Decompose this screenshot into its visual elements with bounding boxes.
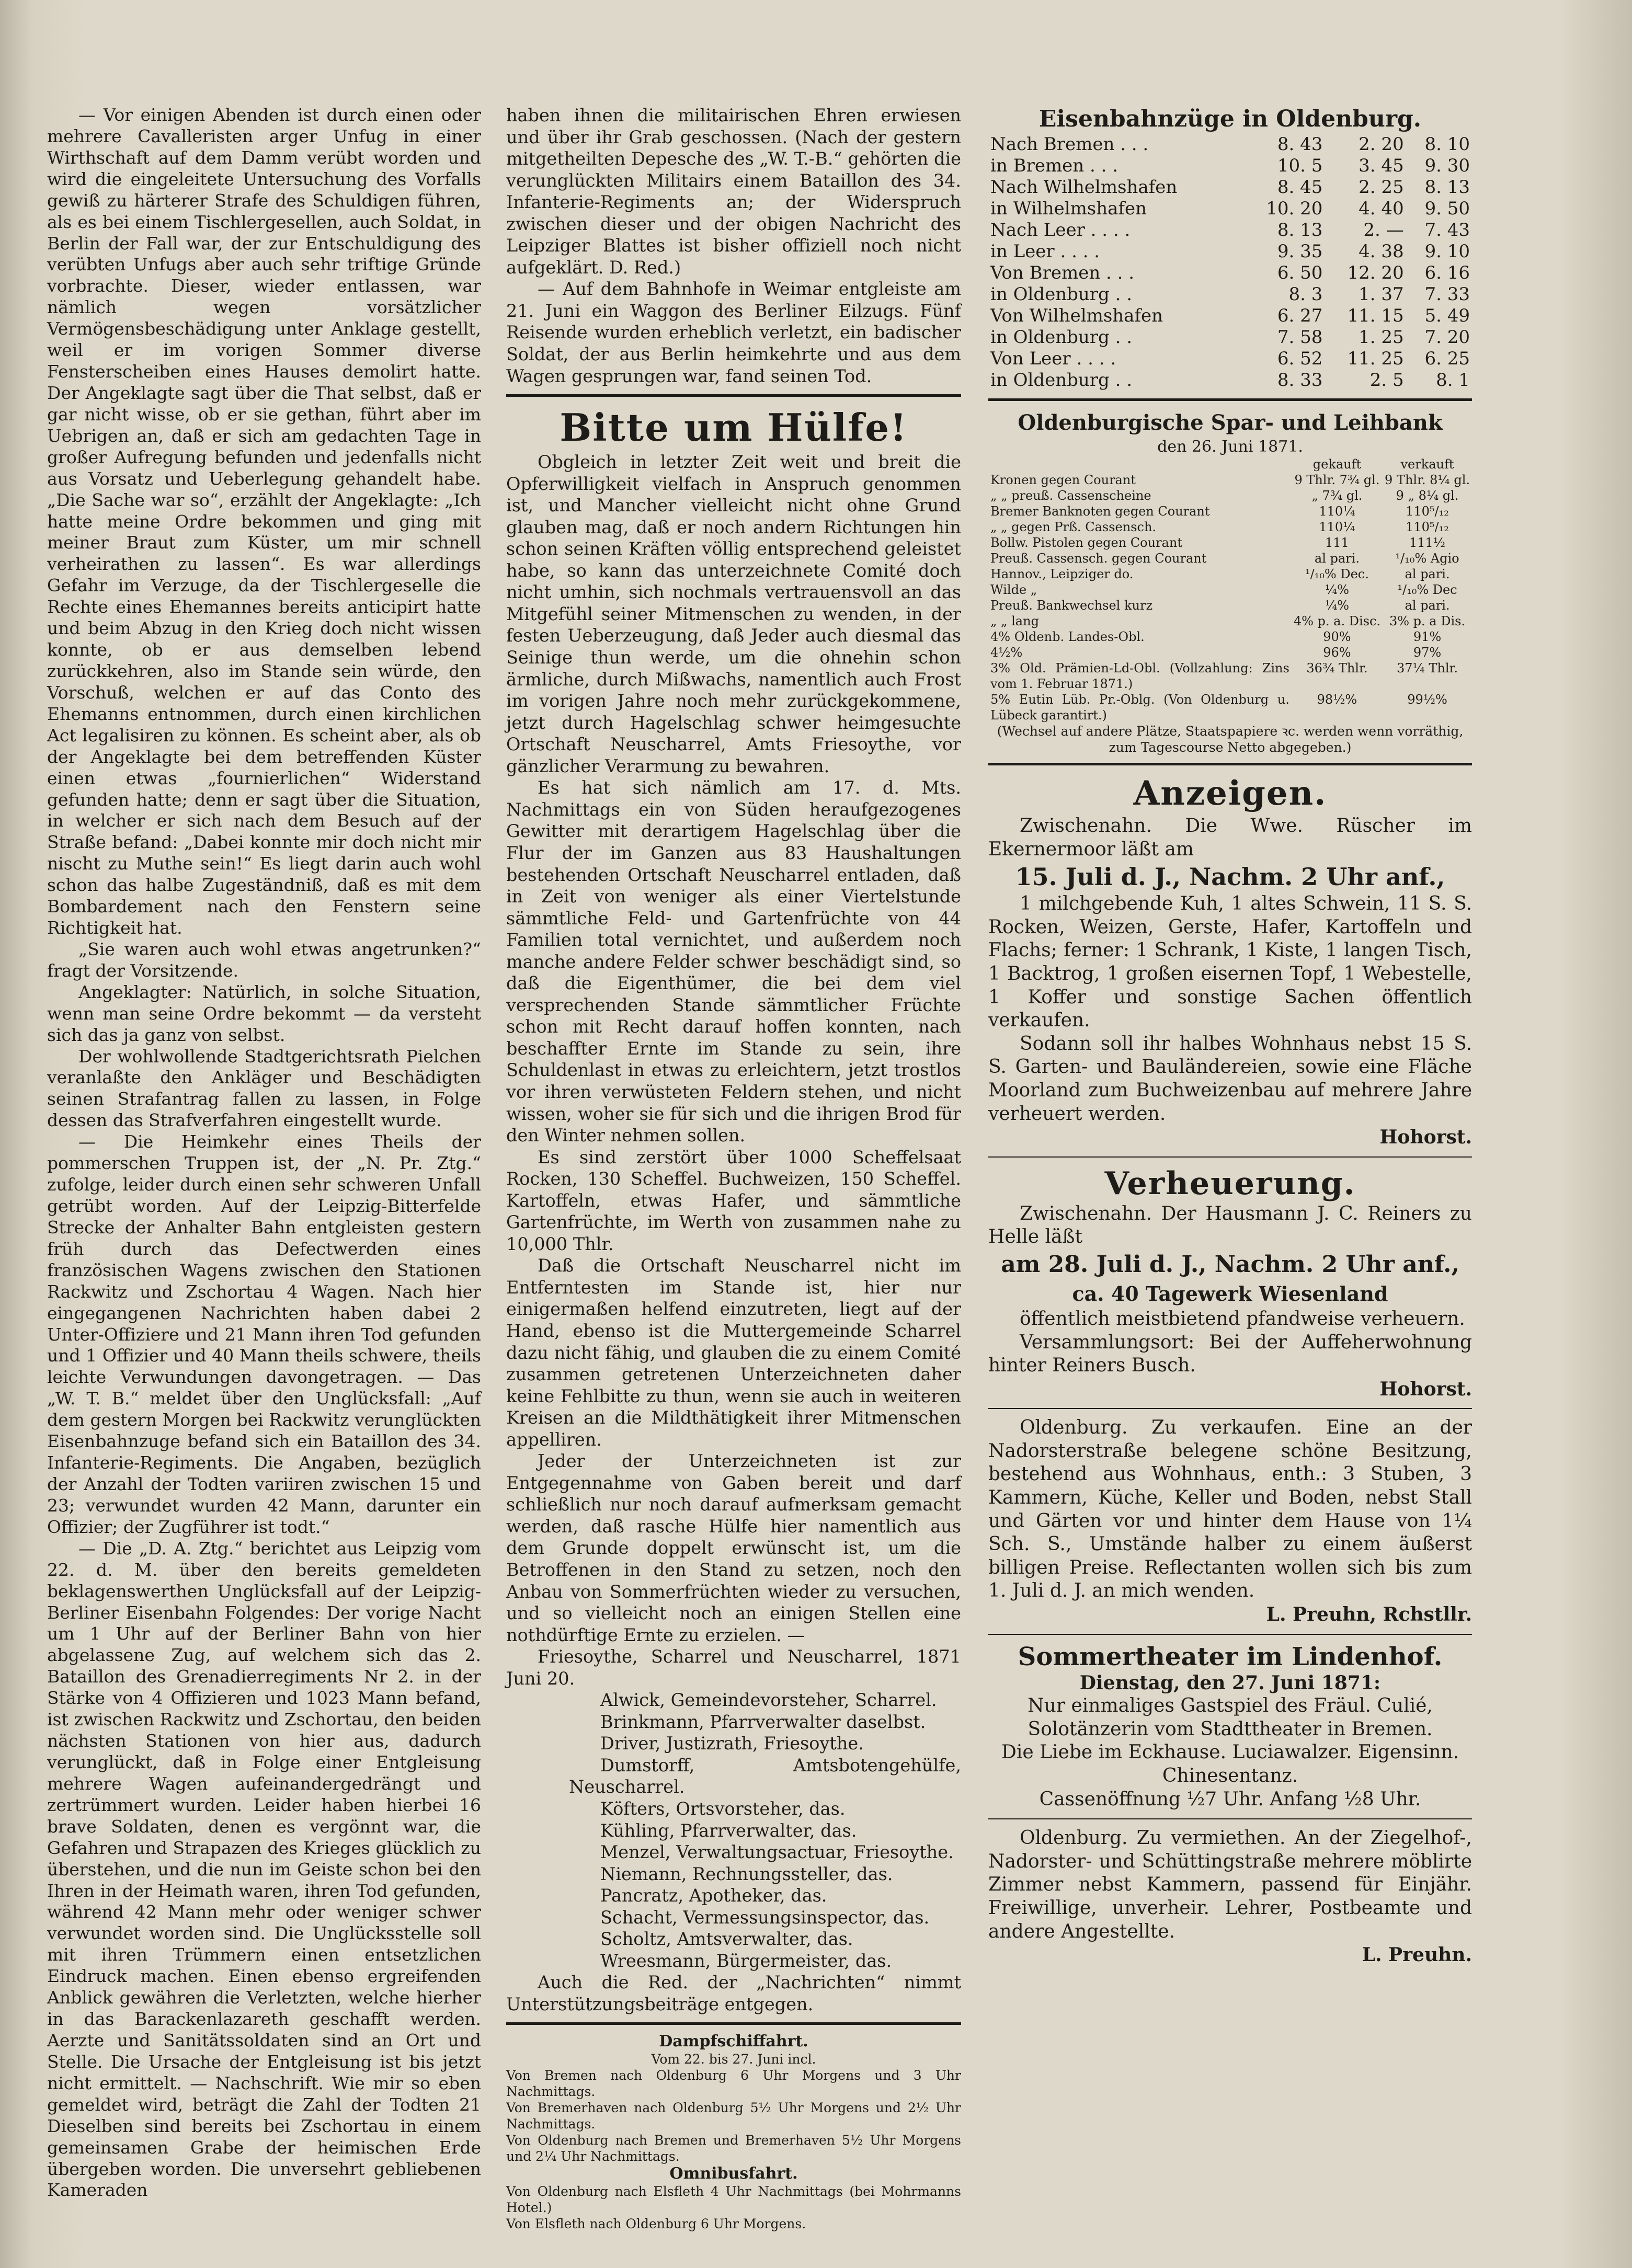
ad-text: Oldenburg. Zu vermiethen. An der Ziegelhof-, Nadorster- und Schüttingstraße mehrere möblirte Zimmer nebst Kammern, passend für Einjähr. Freiwillige, unverheir. Lehrer, Postbeamte und andere Angestellte. [988, 1827, 1472, 1942]
bank-row [988, 598, 1472, 613]
ad-title: Verheuerung. [1104, 1165, 1356, 1202]
steamship-line: Von Bremerhaven nach Oldenburg 5½ Uhr Morgens und 2½ Uhr Nachmittags. [506, 2100, 961, 2132]
railway-time: 10. 20 [1266, 198, 1323, 219]
article-dialogue: Angeklagter: Natürlich, in solche Situation, wenn man seine Ordre bekommt — da versteht sich das ja ganz von selbst. [47, 981, 481, 1045]
bank-row [988, 519, 1472, 535]
railway-row [988, 177, 1472, 198]
ad-signature: L. Preuhn. [1362, 1944, 1472, 1966]
bank-rate: al pari. [1405, 598, 1450, 613]
bank-item: 4½% [990, 645, 1023, 660]
railway-time: 6. 27 [1277, 305, 1323, 326]
ad-signature: L. Preuhn, Rchstllr. [1266, 1603, 1472, 1626]
ad-signature: Hohorst. [1379, 1378, 1472, 1400]
column-2 [506, 105, 961, 2232]
railway-row [988, 134, 1472, 155]
railway-station: Nach Bremen . . . [990, 134, 1149, 155]
ad-date: Dienstag, den 27. Juni 1871: [1079, 1671, 1381, 1694]
article-unfug: — Vor einigen Abenden ist durch einen oder mehrere Cavalleristen arger Unfug in einer Wirthschaft auf dem Damm verübt worden und wird die eingeleitete Untersuchung des Vorfalls gewiß zu härterer Strafe des Schuldigen führen, als es bei einem Tischlergesellen, auch Soldat, in Berlin der Fall war, der zur Entschuldigung des verübten Unfugs aber auch sehr triftige Gründe vorbrachte. Dieser, wieder entlassen, war nämlich wegen vorsätzlicher Vermögensbeschädigung unter Anklage gestellt, weil er im vorigen Sommer diverse Fensterscheiben eines Hauses demolirt hatte. Der Angeklagte sagt über die That selbst, daß er gar nicht wisse, ob er sie gethan, führt aber im Uebrigen an, daß er sich am gedachten Tage in großer Aufregung befunden und jedenfalls nicht aus Vorsatz und Ueberlegung gehandelt habe. „Die Sache war so“, erzählt der Angeklagte: „Ich hatte meine Ordre bekommen und ging mit meiner Braut zum Küster, um mir schnell verheirathen zu lassen“. Es war allerdings Gefahr im Verzuge, da der Tischlergeselle die Rechte eines Ehemannes bereits anticipirt hatte und beim Abzug in den Krieg doch nicht wissen konnte, ob er aus demselben lebend zurückkehren, also im Stande sein würde, den Vorschuß, welchen er auf das Conto des Ehemanns entnommen, durch einen kirchlichen Act legalisiren zu können. Es scheint aber, als ob der Angeklagte bei dem betreffenden Küster einen etwas „fournierlichen“ Widerstand gefunden hatte; denn er sagt über die Situation, in welcher er sich nach dem Besuch auf der Straße befand: „Dabei konnte mir doch nicht mir nischt zu Muthe sein!“ Es liegt darin auch wohl schon das halbe Zugeständniß, daß es mit dem Bombardement nach den Fenstern seine Richtigkeit hat. [47, 105, 481, 938]
bank-rate: 110⁵/₁₂ [1406, 504, 1449, 519]
bank-row [988, 488, 1472, 503]
railway-time: 9. 10 [1424, 241, 1470, 262]
bank-rate: ¹/₁₀% Agio [1395, 551, 1459, 566]
railway-station: in Leer . . . . [990, 241, 1100, 262]
bank-row [988, 645, 1472, 660]
bank-item: „ „ preuß. Cassenscheine [990, 488, 1151, 503]
bank-rate: 111½ [1409, 535, 1446, 550]
steamship-dates: Vom 22. bis 27. Juni incl. [651, 2052, 816, 2067]
signer: Kühling, Pfarrverwalter, das. [600, 1820, 857, 1841]
ad-text: 1 milchgebende Kuh, 1 altes Schwein, 11 S. S. Rocken, Weizen, Gerste, Hafer, Kartoffeln und Flachs; ferner: 1 Schrank, 1 Kiste, 1 langen Tisch, 1 Backtrog, 1 großen eisernen Topf, 1 Webestelle, 1 Koffer und sonstige Sachen öffentlich verkaufen. [988, 893, 1472, 1032]
railway-station: Nach Wilhelmshafen [990, 177, 1178, 198]
bank-item: „ „ lang [990, 614, 1039, 628]
bank-row [988, 613, 1472, 629]
railway-time: 8. 45 [1277, 177, 1323, 198]
bank-rate: 4% p. a. Disc. [1293, 614, 1381, 628]
railway-time: 7. 20 [1424, 327, 1470, 348]
bank-table [988, 456, 1472, 723]
railway-row [988, 327, 1472, 348]
divider [988, 1408, 1472, 1409]
bank-rate: 110¼ [1319, 504, 1355, 519]
railway-row [988, 241, 1472, 262]
railway-time: 9. 30 [1424, 155, 1470, 176]
railway-station: Von Wilhelmshafen [990, 305, 1163, 326]
bank-item: Bremer Banknoten gegen Courant [990, 504, 1210, 519]
ad-text: Versammlungsort: Bei der Auffeherwohnung hinter Reiners Busch. [988, 1331, 1472, 1377]
railway-title: Eisenbahnzüge in Oldenburg. [1038, 106, 1422, 132]
appeal-text: Obgleich in letzter Zeit weit und breit die Opferwilligkeit vielfach in Anspruch genommen ist, und Mancher vielleicht nicht ohne Grund glauben mag, daß er noch andern Richtungen hin schon seinen Kräften völlig entsprechend geleistet habe, so kann das unterzeichnete Comité doch nicht umhin, sich nochmals vertrauensvoll an das Mitgefühl seiner Mitmenschen zu wenden, in der festen Ueberzeugung, daß Jeder auch diesmal das Seinige thun werde, um die ohnehin schon ärmliche, durch Mißwachs, namentlich auch Frost im vorigen Jahre noch mehr zurückgekommene, jetzt durch Hagelschlag schwer heimgesuchte Ortschaft Neuscharrel, Amts Friesoythe, vor gänzlicher Verarmung zu bewahren. [506, 452, 961, 776]
appeal-date: Friesoythe, Scharrel und Neuscharrel, 1871 Juni 20. [506, 1646, 961, 1689]
bank-row [988, 692, 1472, 723]
bank-rate: 98½% [1317, 692, 1357, 707]
divider [988, 1634, 1472, 1635]
bank-note: (Wechsel auf andere Plätze, Staatspapiere ꝛc. werden wenn vorräthig, zum Tagescourse Netto abgegeben.) [997, 724, 1464, 755]
appeal-note: Auch die Red. der „Nachrichten“ nimmt Unterstützungsbeiträge entgegen. [506, 1972, 961, 2014]
divider [988, 1156, 1472, 1158]
bank-item: Wilde „ [990, 582, 1037, 597]
railway-time: 7. 33 [1424, 284, 1470, 305]
bank-rate: ¹/₁₀% Dec. [1305, 567, 1369, 581]
signer-list [506, 1689, 961, 1972]
railway-time: 3. 45 [1359, 155, 1404, 176]
omnibus-line: Von Oldenburg nach Elsfleth 4 Uhr Nachmittags (bei Mohrmanns Hotel.) [506, 2184, 961, 2216]
railway-time: 8. 1 [1436, 370, 1470, 391]
railway-time: 8. 43 [1277, 134, 1323, 155]
railway-row [988, 198, 1472, 220]
divider [988, 398, 1472, 401]
railway-station: Von Bremen . . . [990, 262, 1135, 283]
bank-rate: 9 Thlr. 8¼ gl. [1385, 473, 1470, 487]
bank-rate: 110⁵/₁₂ [1406, 520, 1449, 534]
article-weimar: — Auf dem Bahnhofe in Weimar entgleiste am 21. Juni ein Waggon des Berliner Eilzugs. Fünf Reisende wurden erheblich verletzt, ein badischer Soldat, der aus Berlin heimkehrte und aus dem Wagen gesprungen war, fand seinen Tod. [506, 279, 961, 386]
bank-rate: 111 [1325, 535, 1349, 550]
bank-rate: „ 7¾ gl. [1311, 488, 1363, 503]
railway-time: 6. 50 [1277, 262, 1323, 283]
bank-rate: 9 „ 8¼ gl. [1396, 488, 1459, 503]
divider [988, 763, 1472, 765]
article-dialogue: „Sie waren auch wohl etwas angetrunken?“ fragt der Vorsitzende. [47, 938, 481, 981]
railway-time: 6. 16 [1424, 262, 1470, 283]
signer: Köfters, Ortsvorsteher, das. [600, 1799, 846, 1819]
railway-time: 2. 25 [1359, 177, 1404, 198]
bank-row [988, 566, 1472, 582]
bank-rate: ¼% [1325, 582, 1349, 597]
bank-row [988, 551, 1472, 566]
ad-item: ca. 40 Tagewerk Wiesenland [1072, 1281, 1388, 1305]
column-3 [988, 105, 1472, 1967]
ad-date: am 28. Juli d. J., Nachm. 2 Uhr anf., [1001, 1251, 1459, 1278]
appeal-text: Jeder der Unterzeichneten ist zur Entgegennahme von Gaben bereit und darf schließlich nur noch darauf aufmerksam gemacht werden, daß rasche Hülfe hier namentlich aus dem Grunde doppelt erwünscht ist, um die Betroffenen in den Stand zu setzen, noch den Anbau von Sommerfrüchten wieder zu versuchen, und so vielleicht noch an einigen Stellen eine nothdürftige Ernte zu erzielen. — [506, 1451, 961, 1645]
bank-row [988, 629, 1472, 645]
bank-rate: 110¼ [1319, 520, 1355, 534]
bank-row [988, 503, 1472, 519]
bank-rate: al pari. [1405, 567, 1450, 581]
railway-time: 7. 58 [1277, 327, 1323, 348]
railway-time: 11. 25 [1347, 348, 1404, 369]
bank-item: 4% Oldenb. Landes-Obl. [990, 629, 1145, 644]
ad-title: Sommertheater im Lindenhof. [1018, 1642, 1443, 1671]
railway-row [988, 220, 1472, 241]
appeal-text: Es sind zerstört über 1000 Scheffelsaat Rocken, 130 Scheffel. Buchweizen, 150 Scheffel. Kartoffeln, etwas Hafer, und sämmtliche Gartenfrüchte, im Werth von zusammen nahe zu 10,000 Thlr. [506, 1147, 961, 1254]
bank-rate: 91% [1413, 629, 1442, 644]
bank-title: Oldenburgische Spar- und Leihbank [1018, 410, 1443, 435]
railway-table [988, 134, 1472, 391]
railway-station: Nach Leer . . . . [990, 220, 1131, 240]
signer: Niemann, Rechnungssteller, das. [600, 1863, 893, 1884]
railway-station: in Oldenburg . . [990, 284, 1133, 305]
railway-time: 11. 15 [1347, 305, 1404, 326]
ads-title: Anzeigen. [1133, 774, 1327, 813]
railway-time: 1. 37 [1359, 284, 1404, 305]
signer: Driver, Justizrath, Friesoythe. [600, 1733, 864, 1754]
steamship-title: Dampfschiffahrt. [659, 2032, 808, 2051]
railway-station: Von Leer . . . . [990, 348, 1116, 369]
railway-station: in Oldenburg . . [990, 370, 1133, 391]
bank-item: 5% Eutin Lüb. Pr.-Oblg. (Von Oldenburg u. Lübeck garantirt.) [990, 692, 1289, 723]
bank-row [988, 472, 1472, 488]
appeal-title: Bitte um Hülfe! [560, 405, 908, 450]
bank-item: Kronen gegen Courant [990, 473, 1136, 487]
railway-row [988, 262, 1472, 284]
article-verdict: Der wohlwollende Stadtgerichtsrath Pielchen veranlaßte den Ankläger und Beschädigten seinen Strafantrag fallen zu lassen, in Folge dessen das Strafverfahren eingestellt wurde. [47, 1046, 481, 1131]
article-leipzig: — Die „D. A. Ztg.“ berichtet aus Leipzig vom 22. d. M. über den bereits gemeldeten beklagenswerthen Unglücksfall auf der Leipzig-Berliner Eisenbahn Folgendes: Der vorige Nacht um 1 Uhr auf der Berliner Bahn von hier abgelassene Zug, auf welchem sich das 2. Bataillon des Grenadierregiments Nr 2. in der Stärke von 4 Offizieren und 1023 Mann befand, ist zwischen Rackwitz und Zschortau, den beiden nächsten Stationen von hier aus, dadurch verunglückt, daß in Folge einer Entgleisung mehrere Wagen aufeinandergedrängt und zertrümmert wurden. Leider haben hierbei 16 brave Soldaten, denen es vergönnt war, die Gefahren und Strapazen des Krieges glücklich zu überstehen, und die nun im Geiste schon bei den Ihren in der Heimath waren, ihren Tod gefunden, während 42 Mann mehr oder weniger schwer verwundet worden sind. Die Unglücksstelle soll mit ihren Trümmern einen entsetzlichen Eindruck machen. Einen ebenso ergreifenden Anblick gewähren die Verletzten, welche hierher in das Barackenlazareth geschafft werden. Aerzte und Sanitätssoldaten sind an Ort und Stelle. Die Ursache der Entgleisung ist bis jetzt nicht ermittelt. — Nachschrift. Wie mir so eben gemeldet wird, beträgt die Zahl der Todten 21 Dieselben sind bereits bei Zschortau in einem gemeinsamen Grabe der heimischen Erde übergeben worden. Die unversehrt gebliebenen Kameraden [47, 1538, 481, 2201]
bank-rate: 90% [1323, 629, 1351, 644]
railway-time: 9. 50 [1424, 198, 1470, 219]
bank-rate: 36¾ Thlr. [1306, 661, 1368, 675]
ad-text: Cassenöffnung ½7 Uhr. Anfang ½8 Uhr. [1039, 1788, 1421, 1810]
appeal-text: Daß die Ortschaft Neuscharrel nicht im Entferntesten im Stande ist, hier nur einigermaßen helfend einzutreten, liegt auf der Hand, ebenso ist die Muttergemeinde Scharrel dazu nicht fähig, und glauben die zu einem Comité zusammen getretenen Unterzeichneten daher keine Fehlbitte zu thun, wenn sie auch in weiteren Kreisen an die Mildthätigkeit ihrer Mitmenschen appelliren. [506, 1255, 961, 1450]
bank-rate: 9 Thlr. 7¾ gl. [1294, 473, 1380, 487]
railway-time: 8. 13 [1424, 177, 1470, 198]
bank-item: Preuß. Cassensch. gegen Courant [990, 551, 1207, 566]
signer: Dumstorff, Amtsbotengehülfe, Neuscharrel. [569, 1755, 961, 1797]
railway-time: 2. 20 [1359, 134, 1404, 155]
bank-rate: 99½% [1407, 692, 1447, 707]
railway-time: 4. 40 [1359, 198, 1404, 219]
railway-time: 6. 25 [1424, 348, 1470, 369]
omnibus-title: Omnibusfahrt. [669, 2164, 798, 2183]
railway-time: 8. 3 [1288, 284, 1323, 305]
signer: Schacht, Vermessungsinspector, das. [600, 1907, 930, 1928]
ad-text: Nur einmaliges Gastspiel des Fräul. Culié, Solotänzerin vom Stadttheater in Bremen. [1028, 1695, 1433, 1740]
ad-text: Sodann soll ihr halbes Wohnhaus nebst 15 S. S. Garten- und Bauländereien, sowie eine Fläche Moorland zum Buchweizenbau auf mehrere Jahre verheuert werden. [988, 1033, 1472, 1125]
bank-row [988, 660, 1472, 692]
article-heimkehr: — Die Heimkehr eines Theils der pommerschen Truppen ist, der „N. Pr. Ztg.“ zufolge, leider durch einen sehr schweren Unfall getrübt worden. Auf der Leipzig-Bitterfelde Strecke der Anhalter Bahn entgleisten gestern früh durch das Defectwerden eines französischen Wagens zwischen den Stationen Rackwitz und Zschortau 4 Wagen. Nach hier eingegangenen Nachrichten haben dabei 2 Unter-Offiziere und 21 Mann ihren Tod gefunden und 1 Offizier und 40 Mann theils schwere, theils leichte Verwundungen davongetragen. — Das „W. T. B.“ meldet über den Unglücksfall: „Auf dem gestern Morgen bei Rackwitz verunglückten Eisenbahnzuge befand sich ein Bataillon des 34. Infanterie-Regiments. Die Angaben, bezüglich der Anzahl der Todten variiren zwischen 15 und 23; verwundet wurden 42 Mann, darunter ein Offizier; der Zugführer ist todt.“ [47, 1131, 481, 1537]
signer: Scholtz, Amtsverwalter, das. [600, 1929, 853, 1950]
railway-time: 4. 38 [1359, 241, 1404, 262]
bank-head: gekauft [1313, 457, 1362, 472]
signer: Menzel, Verwaltungsactuar, Friesoythe. [600, 1842, 954, 1863]
ad-signature: Hohorst. [1379, 1126, 1472, 1149]
article-continued: haben ihnen die militairischen Ehren erwiesen und über ihr Grab geschossen. (Nach der gestern mitgetheilten Depesche des „W. T.-B.“ gehörten die verunglückten Militairs einem Bataillon des 34. Infanterie-Regiments an; der Widerspruch zwischen dieser und der obigen Nachricht des Leipziger Blattes ist bisher offiziell noch nicht aufgeklärt. D. Red.) [506, 105, 961, 278]
signer: Alwick, Gemeindevorsteher, Scharrel. [600, 1690, 937, 1711]
railway-time: 9. 35 [1277, 241, 1323, 262]
bank-rate: ¹/₁₀% Dec [1397, 582, 1457, 597]
bank-item: Bollw. Pistolen gegen Courant [990, 535, 1182, 550]
railway-time: 1. 25 [1359, 327, 1404, 348]
bank-rate: 37¼ Thlr. [1396, 661, 1458, 675]
signer: Brinkmann, Pfarrverwalter daselbst. [600, 1711, 926, 1732]
railway-time: 2. 5 [1369, 370, 1404, 391]
railway-station: in Wilhelmshafen [990, 198, 1147, 219]
ad-text: öffentlich meistbietend pfandweise verheuern. [1020, 1308, 1465, 1330]
railway-row [988, 370, 1472, 391]
railway-time: 2. — [1363, 220, 1404, 240]
railway-time: 5. 49 [1424, 305, 1470, 326]
railway-row [988, 348, 1472, 370]
divider [988, 1818, 1472, 1819]
railway-time: 12. 20 [1347, 262, 1404, 283]
railway-time: 8. 13 [1277, 220, 1323, 240]
bank-item: 3% Old. Prämien-Ld-Obl. (Vollzahlung: Zins vom 1. Februar 1871.) [990, 661, 1289, 691]
divider [506, 2022, 961, 2025]
divider [506, 394, 961, 397]
steamship-line: Von Oldenburg nach Bremen und Bremerhaven 5½ Uhr Morgens und 2¼ Uhr Nachmittags. [506, 2133, 961, 2164]
signer: Wreesmann, Bürgermeister, das. [600, 1950, 892, 1971]
bank-item: Preuß. Bankwechsel kurz [990, 598, 1153, 613]
ad-text: Die Liebe im Eckhause. Luciawalzer. Eigensinn. Chinesentanz. [1001, 1742, 1459, 1786]
omnibus-line: Von Elsfleth nach Oldenburg 6 Uhr Morgens. [506, 2216, 806, 2232]
ad-text: Zwischenahn. Der Hausmann J. C. Reiners zu Helle läßt [988, 1202, 1472, 1248]
bank-row [988, 535, 1472, 551]
ad-date: 15. Juli d. J., Nachm. 2 Uhr anf., [1015, 863, 1445, 891]
column-1 [47, 105, 481, 2201]
ad-text: Zwischenahn. Die Wwe. Rüscher im Ekernermoor läßt am [988, 815, 1472, 860]
ad-text: Oldenburg. Zu verkaufen. Eine an der Nadorsterstraße belegene schöne Besitzung, bestehend aus Wohnhaus, enth.: 3 Stuben, 3 Kammern, Küche, Keller und Boden, nebst Stall und Gärten vor und hinter dem Hause von 1¼ Sch. S., Umstände halber zu einem äußerst billigen Preise. Reflectanten wollen sich bis zum 1. Juli d. J. an mich wenden. [988, 1417, 1472, 1602]
railway-time: 6. 52 [1277, 348, 1323, 369]
bank-head: verkauft [1400, 457, 1454, 472]
bank-rate: al pari. [1314, 551, 1360, 566]
railway-row [988, 284, 1472, 305]
railway-row [988, 305, 1472, 327]
bank-rate: 97% [1413, 645, 1442, 660]
bank-row [988, 582, 1472, 598]
railway-time: 8. 33 [1277, 370, 1323, 391]
railway-row [988, 155, 1472, 177]
railway-station: in Bremen . . . [990, 155, 1119, 176]
railway-time: 8. 10 [1424, 134, 1470, 155]
steamship-line: Von Bremen nach Oldenburg 6 Uhr Morgens und 3 Uhr Nachmittags. [506, 2068, 961, 2100]
bank-head [988, 456, 1292, 472]
bank-rate: 3% p. a Dis. [1389, 614, 1466, 628]
bank-item: „ „ gegen Prß. Cassensch. [990, 520, 1157, 534]
bank-rate: ¼% [1325, 598, 1349, 613]
appeal-text: Es hat sich nämlich am 17. d. Mts. Nachmittags ein von Süden heraufgezogenes Gewitter mit derartigem Hagelschlag über die Flur der im Ganzen aus 83 Haushaltungen bestehenden Ortschaft Neuscharrel entladen, daß in Zeit von weniger als einer Viertelstunde sämmtliche Feld- und Gartenfrüchte von 44 Familien total vernichtet, und außerdem noch manche andere Felder schwer beschädigt sind, so daß die Eigenthümer, die bei dem viel versprechenden Stande sämmtlicher Früchte schon mit Recht darauf hoffen konnten, nach beschaffter Ernte im Stande zu sein, ihre Schuldenlast in etwas zu erleichtern, jetzt trostlos vor ihren verwüsteten Feldern stehen, und nicht wissen, woher sie für sich und die ihrigen Brod für den Winter nehmen sollen. [506, 777, 961, 1146]
signer: Pancratz, Apotheker, das. [600, 1885, 827, 1906]
railway-time: 7. 43 [1424, 220, 1470, 240]
railway-station: in Oldenburg . . [990, 327, 1133, 348]
bank-item: Hannov., Leipziger do. [990, 567, 1134, 581]
bank-date: den 26. Juni 1871. [1157, 438, 1303, 456]
railway-time: 10. 5 [1277, 155, 1323, 176]
bank-rate: 96% [1323, 645, 1351, 660]
